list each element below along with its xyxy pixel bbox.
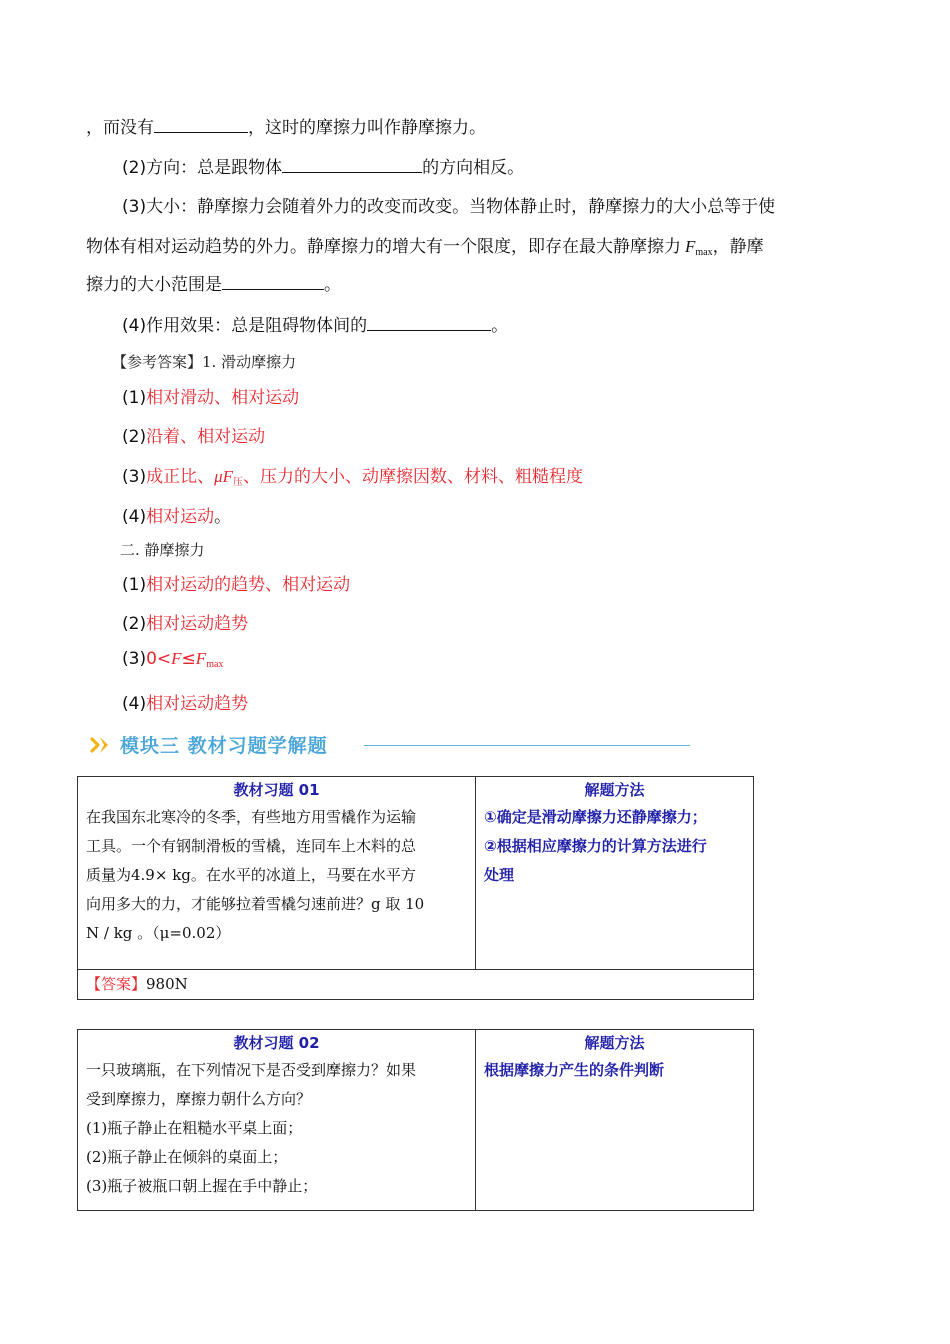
text-fragment: ，这时的摩擦力叫作静摩擦力。 bbox=[248, 118, 486, 138]
question-line: 工具。一个有钢制滑板的雪橇，连同车上木料的总 bbox=[86, 837, 417, 855]
answer-label: 【答案】 bbox=[86, 975, 147, 993]
answer-text: 相对运动趋势 bbox=[146, 614, 249, 634]
answer-text: 、压力的大小、动摩擦因数、材料、粗糙程度 bbox=[243, 467, 584, 487]
answer-number: (4) bbox=[122, 507, 147, 527]
exercise-01-question-cell bbox=[78, 777, 476, 970]
fill-blank bbox=[367, 313, 491, 331]
text-fragment: ，而没有 bbox=[86, 118, 154, 138]
fill-blank bbox=[282, 155, 422, 173]
answer-sliding-3 bbox=[122, 462, 583, 488]
question-line: 一只玻璃瓶，在下列情况下是否受到摩擦力？如果 bbox=[86, 1061, 417, 1079]
answer-sliding-2 bbox=[122, 422, 265, 447]
answer-text: 成正比、 bbox=[146, 467, 215, 487]
fill-blank bbox=[222, 272, 324, 290]
text-fragment: (2)方向：总是跟物体 bbox=[122, 158, 283, 178]
text-fragment: 物体有相对运动趋势的外力。静摩擦力的增大有一个限度，即存在最大静摩擦力 bbox=[86, 237, 681, 257]
answer-number: (4) bbox=[122, 694, 147, 714]
question-line: (2)瓶子静止在倾斜的桌面上； bbox=[86, 1148, 288, 1166]
size-line-3 bbox=[86, 267, 866, 304]
answer-text: 沿着、相对运动 bbox=[146, 427, 266, 447]
question-line: (3)瓶子被瓶口朝上握在手中静止； bbox=[86, 1177, 318, 1195]
answer-text: 相对运动趋势 bbox=[146, 694, 249, 714]
text-fragment: 擦力的大小范围是 bbox=[86, 275, 222, 295]
symbol-F: F bbox=[195, 649, 207, 668]
size-line-2 bbox=[86, 228, 866, 271]
exercise-02-method-cell bbox=[476, 1030, 754, 1211]
answer-number: (3) bbox=[122, 467, 147, 487]
method-header: 解题方法 bbox=[584, 1034, 645, 1052]
exercise-01-header: 教材习题 01 bbox=[233, 781, 320, 799]
question-line: (1)瓶子静止在粗糙水平桌上面； bbox=[86, 1119, 303, 1137]
text-fragment: 的方向相反。 bbox=[422, 158, 525, 178]
exercise-01-answer-row bbox=[78, 970, 754, 1000]
answer-text: 相对运动 bbox=[146, 507, 215, 527]
answer-static-1 bbox=[122, 570, 350, 595]
answer-static-2 bbox=[122, 609, 248, 634]
reference-answer-title: 【参考答案】1. 滑动摩擦力 bbox=[112, 353, 297, 371]
text-fragment: 。 bbox=[214, 507, 232, 527]
answer-number: (3) bbox=[122, 649, 147, 669]
method-line: 根据摩擦力产生的条件判断 bbox=[484, 1061, 665, 1079]
question-line: 在我国东北寒冷的冬季，有些地方用雪橇作为运输 bbox=[86, 808, 417, 826]
answer-number: (2) bbox=[122, 614, 147, 634]
text-fragment: 。 bbox=[491, 316, 509, 336]
answer-number: (1) bbox=[122, 388, 147, 408]
question-line: N / kg 。（μ=0.02） bbox=[86, 924, 231, 942]
method-line: 处理 bbox=[484, 866, 515, 884]
exercise-01-table bbox=[77, 776, 754, 1000]
subscript-pressure: 压 bbox=[233, 477, 244, 488]
symbol-le: ≤ bbox=[181, 649, 196, 669]
exercise-02-question-cell bbox=[78, 1030, 476, 1211]
answer-number: (1) bbox=[122, 575, 147, 595]
method-line: ①确定是滑动摩擦力还静摩擦力； bbox=[484, 808, 707, 826]
module-divider bbox=[364, 745, 690, 746]
exercise-01-method-cell bbox=[476, 777, 754, 970]
answer-number: (2) bbox=[122, 427, 147, 447]
exercise-02-header: 教材习题 02 bbox=[233, 1034, 320, 1052]
method-line: ②根据相应摩擦力的计算方法进行 bbox=[484, 837, 707, 855]
method-header: 解题方法 bbox=[584, 781, 645, 799]
static-friction-definition-tail bbox=[86, 110, 866, 147]
question-line: 向用多大的力，才能够拉着雪橇匀速前进？g 取 10 bbox=[86, 895, 425, 913]
subscript-max: max bbox=[695, 247, 713, 258]
answer-sliding-4 bbox=[122, 502, 231, 527]
fill-blank bbox=[154, 115, 248, 133]
module-heading bbox=[90, 731, 710, 761]
formula-muF: μF bbox=[214, 467, 234, 486]
answer-text: 相对运动的趋势、相对运动 bbox=[146, 575, 351, 595]
answer-static-4 bbox=[122, 689, 248, 714]
answer-static-3 bbox=[122, 649, 223, 670]
subscript-max: max bbox=[206, 659, 224, 670]
answer-text: 0< bbox=[146, 649, 172, 669]
direction-line bbox=[122, 150, 866, 187]
exercise-02-table bbox=[77, 1029, 754, 1211]
text-fragment: ，静摩 bbox=[712, 237, 764, 257]
answer-text: 相对滑动、相对运动 bbox=[146, 388, 300, 408]
text-fragment: 。 bbox=[324, 275, 341, 295]
answer-sliding-1 bbox=[122, 383, 299, 408]
text-fragment: (3)大小：静摩擦力会随着外力的改变而改变。当物体静止时，静摩擦力的大小总等于使 bbox=[122, 197, 776, 217]
symbol-F: F bbox=[685, 237, 696, 256]
effect-line bbox=[122, 308, 866, 345]
size-line-1 bbox=[122, 189, 866, 226]
double-chevron-icon bbox=[90, 735, 116, 755]
symbol-F: F bbox=[171, 649, 182, 668]
text-fragment: (4)作用效果：总是阻碍物体间的 bbox=[122, 316, 368, 336]
answer-value: 980N bbox=[146, 975, 188, 993]
question-line: 质量为4.9× kg。在水平的冰道上，马要在水平方 bbox=[86, 866, 416, 884]
static-friction-answer-title: 二. 静摩擦力 bbox=[120, 541, 205, 559]
module-title: 模块三 教材习题学解题 bbox=[120, 735, 328, 757]
question-line: 受到摩擦力，摩擦力朝什么方向？ bbox=[86, 1090, 312, 1108]
